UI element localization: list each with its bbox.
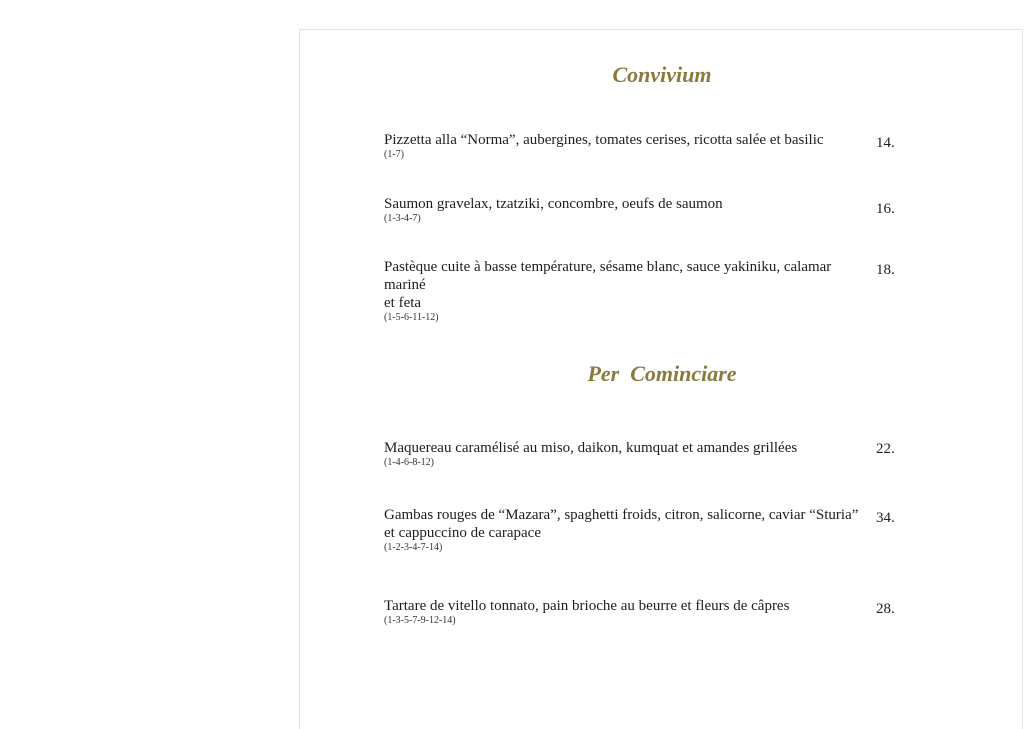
section-title-per-cominciare: Per Cominciare	[587, 361, 737, 386]
menu-item-name: Maquereau caramélisé au miso, daikon, kumquat et amandes grillées	[384, 440, 798, 456]
menu-item-allergens: (1-7)	[384, 149, 404, 160]
menu-item-allergens: (1-5-6-11-12)	[384, 312, 439, 323]
menu-item-name: Gambas rouges de “Mazara”, spaghetti froids, citron, salicorne, caviar “Sturia” et cappuccino de carapace	[384, 507, 859, 541]
menu-item-name: Tartare de vitello tonnato, pain brioche au beurre et fleurs de câpres	[384, 598, 790, 614]
menu-item-allergens: (1-4-6-8-12)	[384, 457, 434, 468]
menu-item-name: Pastèque cuite à basse température, sésame blanc, sauce yakiniku, calamar mariné et feta	[384, 259, 832, 311]
menu-item-price: 34.	[876, 510, 895, 526]
menu-item-price: 22.	[876, 441, 895, 457]
menu-item-price: 16.	[876, 201, 895, 217]
menu-item-allergens: (1-3-4-7)	[384, 213, 421, 224]
section-title-convivium: Convivium	[612, 62, 712, 87]
menu-item-price: 18.	[876, 262, 895, 278]
menu-item-price: 28.	[876, 601, 895, 617]
menu-page	[299, 29, 1023, 729]
menu-item-allergens: (1-3-5-7-9-12-14)	[384, 615, 456, 626]
menu-item-allergens: (1-2-3-4-7-14)	[384, 542, 443, 553]
menu-item-price: 14.	[876, 135, 895, 151]
menu-item-name: Saumon gravelax, tzatziki, concombre, oeufs de saumon	[384, 196, 723, 212]
menu-item-name: Pizzetta alla “Norma”, aubergines, tomates cerises, ricotta salée et basilic	[384, 132, 824, 148]
